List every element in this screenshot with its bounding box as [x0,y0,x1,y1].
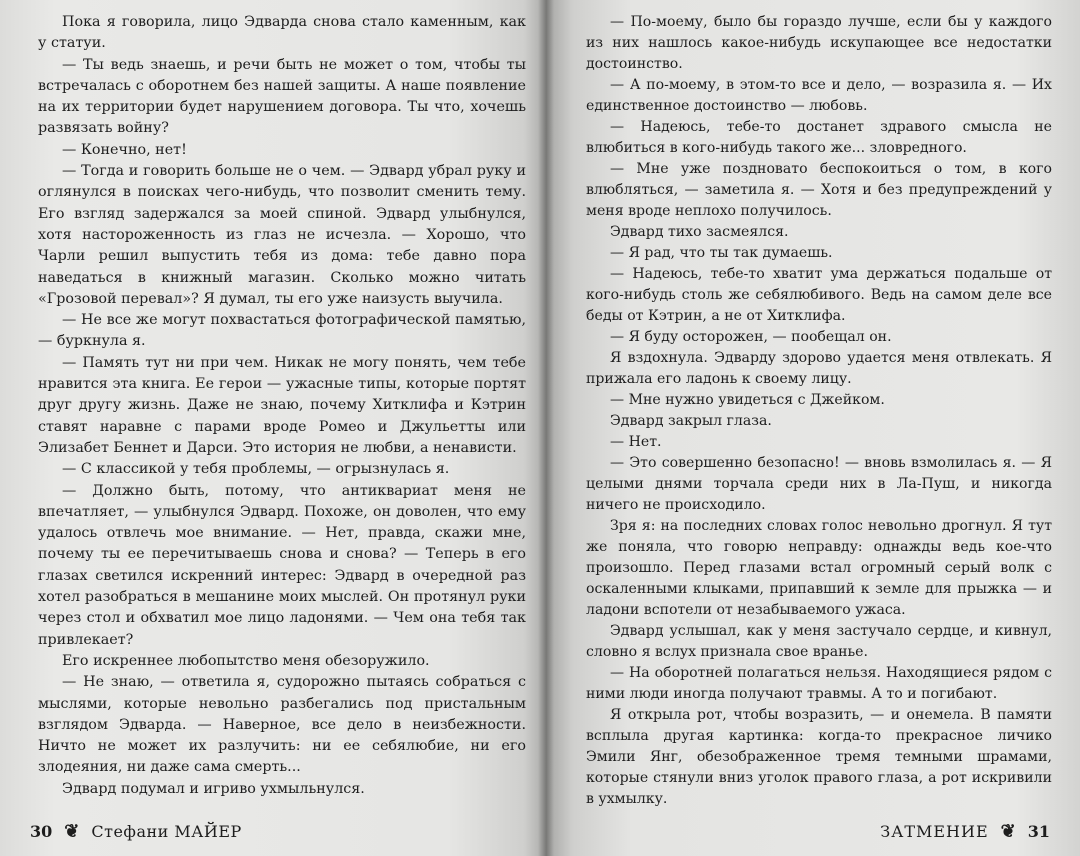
paragraph: — Я буду осторожен, — пообещал он. [610,329,892,345]
left-page-text [38,12,526,800]
running-head-author: Стефани МАЙЕР [91,822,242,841]
running-head-title: ЗАТМЕНИЕ [880,822,989,841]
paragraph: — С классикой у тебя проблемы, — огрызнулась я. [62,461,450,478]
right-page-text [586,12,1052,810]
page-number: 31 [1027,822,1050,841]
paragraph: Эдвард подумал и игриво ухмыльнулся. [62,780,365,797]
right-page-footer [880,821,1050,842]
paragraph: — На оборотней полагаться нельзя. Находящиеся рядом с ними люди иногда получают травмы. А то и погибают. [586,665,1052,702]
paragraph: — Мне нужно увидеться с Джейком. [610,392,885,408]
paragraph: — А по-моему, в этом-то все и дело, — возразила я. — Их единственное достоинство — любовь. [586,77,1052,114]
paragraph: — Надеюсь, тебе-то хватит ума держаться подальше от кого-нибудь столь же себялюбивого. Ведь на самом деле все беды от Кэтрин, а не от Хитклифа. [586,266,1052,324]
paragraph: Эдвард закрыл глаза. [610,413,772,429]
paragraph: Зря я: на последних словах голос невольно дрогнул. Я тут же поняла, что говорю неправду: однажды ведь кое-что произошло. Перед глазами встал огромный серый волк с оскаленными клыками, припавший к земле для прыжка — и ладони вспотели от незабываемого ужаса. [586,518,1052,618]
paragraph: — Не знаю, — ответила я, судорожно пытаясь собраться с мыслями, которые невольно разбегались под пристальным взглядом Эдварда. — Наверное, все дело в неизбежности. Ничто не может их разлучить: ни ее себялюбие, ни его злодеяния, ни даже сама смерть... [38,674,526,776]
paragraph: — Не все же могут похвастаться фотографической памятью, — буркнула я. [38,312,526,350]
paragraph: — Память тут ни при чем. Никак не могу понять, чем тебе нравится эта книга. Ее герои — ужасные типы, которые портят друг другу жизнь. Даже не знаю, почему Хитклифа и Кэтрин ставят наравне с парами вроде Ромео и Джульетты или Элизабет Беннет и Дарси. Это история не любви, а ненависти. [38,354,526,456]
ornament-icon: ❦ [1000,821,1016,842]
left-page-footer [30,821,242,842]
paragraph: Пока я говорила, лицо Эдварда снова стало каменным, как у статуи. [38,14,526,52]
paragraph: Эдвард услышал, как у меня застучало сердце, и кивнул, словно я вслух признала свое вранье. [586,623,1052,660]
paragraph: Я открыла рот, чтобы возразить, — и онемела. В памяти всплыла другая картинка: когда-то прекрасное личико Эмили Янг, обезображенное тремя темными шрамами, которые стянули вниз уголок правого глаза, а рот искривили в ухмылку. [586,707,1052,807]
book-gutter [538,0,554,856]
paragraph: — Ты ведь знаешь, и речи быть не может о том, чтобы ты встречалась с оборотнем без нашей защиты. А наше появление на их территории будет нарушением договора. Ты что, хочешь развязать войну? [38,56,526,137]
paragraph: — Нет. [610,434,662,450]
paragraph: Я вздохнула. Эдварду здорово удается меня отвлекать. Я прижала его ладонь к своему лицу. [586,350,1052,387]
paragraph: — Должно быть, потому, что антиквариат меня не впечатляет, — улыбнулся Эдвард. Похоже, он доволен, что ему удалось отвлечь мое внимание. — Нет, правда, скажи мне, почему ты ее перечитываешь снова и снова? — Теперь в его глазах светился искренний интерес: Эдвард в очередной раз хотел разобраться в мешанине моих мыслей. Он протянул руки через стол и обхватил мое лицо ладонями. — Чем она тебя так привлекает? [38,482,526,648]
paragraph: Эдвард тихо засмеялся. [610,224,789,240]
paragraph: Его искреннее любопытство меня обезоружило. [62,652,430,669]
paragraph: — Конечно, нет! [62,141,187,158]
right-page [546,0,1080,856]
paragraph: — Я рад, что ты так думаешь. [610,245,833,261]
paragraph: — Надеюсь, тебе-то достанет здравого смысла не влюбиться в кого-нибудь такого же... зловредного. [586,119,1052,156]
ornament-icon: ❦ [64,821,80,842]
paragraph: — Тогда и говорить больше не о чем. — Эдвард убрал руку и оглянулся в поисках чего-нибудь, что позволит сменить тему. Его взгляд задержался за моей спиной. Эдвард улыбнулся, хотя настороженность из глаз не исчезла. — Хорошо, что Чарли решил выпустить тебя из дома: тебе давно пора наведаться в книжный магазин. Сколько можно читать «Грозовой перевал»? Я думал, ты его уже наизусть выучила. [38,163,526,307]
paragraph: — Мне уже поздновато беспокоиться о том, в кого влюбляться, — заметила я. — Хотя и без предупреждений у меня вроде неплохо получилось. [586,161,1052,219]
page-number: 30 [30,822,53,841]
paragraph: — По-моему, было бы гораздо лучше, если бы у каждого из них нашлось какое-нибудь искупающее все недостатки достоинство. [586,14,1052,72]
paragraph: — Это совершенно безопасно! — вновь взмолилась я. — Я целыми днями торчала среди них в Ла-Пуш, и никогда ничего не происходило. [586,455,1052,513]
